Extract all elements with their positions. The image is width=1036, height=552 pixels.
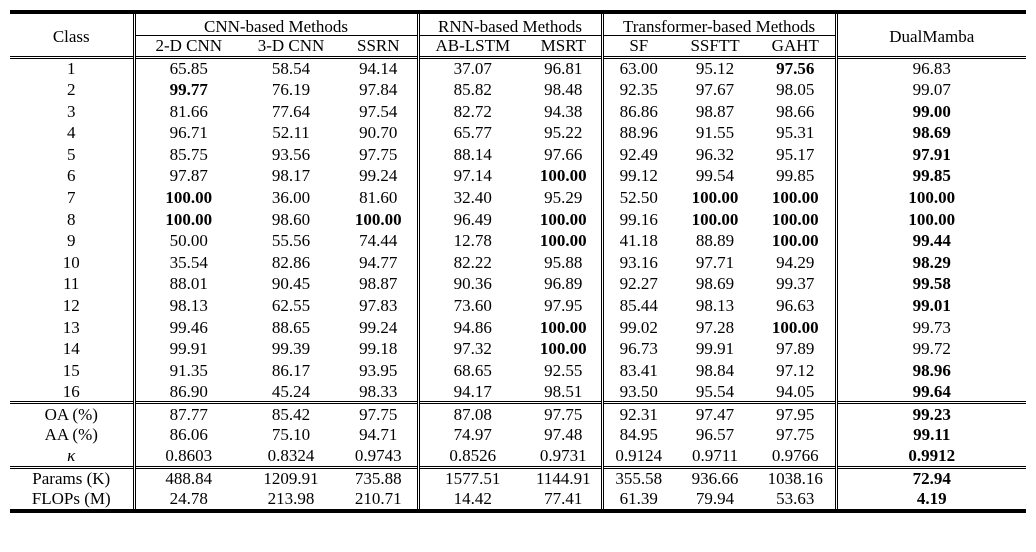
row-label: 12	[10, 295, 134, 317]
value-cell-ssftt: 97.71	[695, 252, 735, 272]
value-cell-ssftt: 96.57	[695, 425, 735, 445]
table-header	[10, 12, 1026, 57]
class-row	[10, 273, 1026, 295]
value-cell-ab-lstm: 14.42	[453, 489, 492, 509]
rnn-group-header: RNN-based Methods	[418, 12, 602, 36]
class-row	[10, 57, 1026, 79]
value-cell-gaht: 95.17	[756, 143, 836, 165]
value-cell-sf: 0.9124	[615, 446, 663, 466]
value-cell-msrt: 96.81	[526, 57, 602, 79]
class-row	[10, 295, 1026, 317]
value-cell-ab-lstm: 82.72	[453, 101, 492, 121]
value-cell-msrt: 95.88	[526, 251, 602, 273]
value-cell-msrt: 100.00	[526, 208, 602, 230]
value-cell-gaht: 0.9766	[756, 446, 836, 468]
value-cell-msrt: 94.38	[526, 100, 602, 122]
value-cell-ab-lstm: 37.07	[453, 59, 492, 79]
value-cell-ssrn: 81.60	[340, 187, 418, 209]
value-cell-ab-lstm: 73.60	[453, 295, 492, 315]
value-cell-3-d-cnn: 98.60	[271, 209, 311, 229]
value-cell-gaht: 100.00	[756, 316, 836, 338]
method-header-gaht: GAHT	[756, 36, 836, 58]
value-cell-ssftt: 88.89	[695, 231, 735, 251]
value-cell-ab-lstm: 68.65	[453, 360, 492, 380]
value-cell-ab-lstm: 97.14	[453, 166, 492, 186]
value-cell-3-d-cnn: 213.98	[267, 489, 315, 509]
value-cell-3-d-cnn: 86.17	[271, 360, 311, 380]
value-cell-dualmamba: 100.00	[908, 187, 956, 207]
value-cell-msrt: 0.9731	[526, 446, 602, 468]
value-cell-3-d-cnn: 93.56	[271, 144, 311, 164]
value-cell-gaht: 99.37	[756, 273, 836, 295]
value-cell-ssftt: 98.87	[695, 101, 735, 121]
value-cell-ssrn: 97.84	[340, 79, 418, 101]
value-cell-ssftt: 97.67	[695, 79, 735, 99]
value-cell-2-d-cnn: 100.00	[165, 187, 213, 207]
value-cell-sf: 92.35	[619, 79, 658, 99]
value-cell-msrt: 97.75	[526, 403, 602, 425]
value-cell-ssftt: 95.54	[695, 381, 735, 401]
value-cell-msrt: 92.55	[526, 359, 602, 381]
row-label: 9	[10, 230, 134, 252]
value-cell-sf: 92.49	[619, 144, 658, 164]
value-cell-2-d-cnn: 35.54	[169, 252, 208, 272]
value-cell-sf: 41.18	[619, 231, 658, 251]
row-label: κ	[10, 446, 134, 468]
value-cell-dualmamba: 99.00	[912, 101, 951, 121]
value-cell-3-d-cnn: 0.8324	[267, 446, 315, 466]
value-cell-ab-lstm: 94.86	[453, 317, 492, 337]
value-cell-2-d-cnn: 98.13	[169, 295, 208, 315]
method-header-ab-lstm: AB-LSTM	[435, 36, 511, 56]
class-row	[10, 79, 1026, 101]
row-label: Params (K)	[10, 467, 134, 489]
value-cell-dualmamba: 99.44	[912, 231, 951, 251]
value-cell-3-d-cnn: 77.64	[271, 101, 311, 121]
value-cell-ssftt: 91.55	[695, 123, 735, 143]
value-cell-sf: 84.95	[619, 425, 658, 445]
value-cell-3-d-cnn: 76.19	[271, 79, 311, 99]
value-cell-dualmamba: 99.11	[913, 425, 951, 445]
value-cell-2-d-cnn: 88.01	[169, 274, 208, 294]
method-header-ssrn: SSRN	[340, 36, 418, 58]
value-cell-gaht: 97.12	[756, 359, 836, 381]
row-label: OA (%)	[10, 403, 134, 425]
value-cell-ssftt: 97.47	[695, 404, 735, 424]
value-cell-ssrn: 94.14	[340, 57, 418, 79]
row-label: 3	[10, 100, 134, 122]
value-cell-ab-lstm: 87.08	[453, 404, 492, 424]
row-label: 13	[10, 316, 134, 338]
value-cell-msrt: 100.00	[526, 165, 602, 187]
value-cell-ab-lstm: 12.78	[453, 231, 492, 251]
class-row	[10, 187, 1026, 209]
value-cell-sf: 86.86	[619, 101, 658, 121]
value-cell-msrt: 98.51	[526, 381, 602, 403]
value-cell-2-d-cnn: 97.87	[169, 166, 208, 186]
row-label: FLOPs (M)	[10, 489, 134, 511]
value-cell-sf: 355.58	[615, 469, 663, 489]
value-cell-msrt: 97.66	[526, 143, 602, 165]
value-cell-2-d-cnn: 85.75	[169, 144, 208, 164]
value-cell-ssftt: 95.12	[695, 59, 735, 79]
value-cell-ab-lstm: 82.22	[453, 252, 492, 272]
value-cell-msrt: 100.00	[526, 338, 602, 360]
value-cell-dualmamba: 99.58	[912, 274, 951, 294]
class-row	[10, 143, 1026, 165]
value-cell-3-d-cnn: 58.54	[271, 59, 311, 79]
row-label: 4	[10, 122, 134, 144]
value-cell-ssrn: 94.71	[340, 424, 418, 446]
value-cell-ssrn: 0.9743	[340, 446, 418, 468]
class-row	[10, 251, 1026, 273]
value-cell-gaht: 98.66	[756, 100, 836, 122]
method-header-ssftt: SSFTT	[690, 36, 740, 56]
row-label: 5	[10, 143, 134, 165]
value-cell-ab-lstm: 88.14	[453, 144, 492, 164]
value-cell-sf: 96.73	[619, 339, 658, 359]
value-cell-msrt: 100.00	[526, 230, 602, 252]
dualmamba-column-header: DualMamba	[836, 12, 1026, 57]
value-cell-2-d-cnn: 65.85	[169, 59, 208, 79]
value-cell-ssrn: 74.44	[340, 230, 418, 252]
value-cell-ab-lstm: 94.17	[453, 381, 492, 401]
value-cell-msrt: 96.89	[526, 273, 602, 295]
value-cell-gaht: 98.05	[756, 79, 836, 101]
value-cell-ab-lstm: 97.32	[453, 339, 492, 359]
value-cell-ab-lstm: 0.8526	[449, 446, 497, 466]
value-cell-sf: 83.41	[619, 360, 658, 380]
value-cell-2-d-cnn: 91.35	[169, 360, 208, 380]
value-cell-ab-lstm: 32.40	[453, 187, 492, 207]
value-cell-2-d-cnn: 0.8603	[165, 446, 213, 466]
value-cell-dualmamba: 99.23	[912, 404, 951, 424]
value-cell-2-d-cnn: 488.84	[165, 469, 213, 489]
complexity-section	[10, 467, 1026, 510]
class-row	[10, 316, 1026, 338]
value-cell-3-d-cnn: 85.42	[271, 404, 311, 424]
results-table	[10, 10, 1026, 513]
cnn-group-header: CNN-based Methods	[134, 12, 418, 36]
value-cell-dualmamba: 98.69	[912, 123, 951, 143]
value-cell-ssrn: 97.54	[340, 100, 418, 122]
value-cell-3-d-cnn: 82.86	[271, 252, 311, 272]
value-cell-ab-lstm: 65.77	[453, 123, 492, 143]
value-cell-3-d-cnn: 62.55	[271, 295, 311, 315]
value-cell-3-d-cnn: 98.17	[271, 166, 311, 186]
row-label: 8	[10, 208, 134, 230]
value-cell-gaht: 97.56	[756, 57, 836, 79]
value-cell-ab-lstm: 1577.51	[445, 469, 501, 489]
value-cell-ssftt: 98.69	[695, 274, 735, 294]
value-cell-msrt: 97.48	[526, 424, 602, 446]
value-cell-gaht: 53.63	[756, 489, 836, 511]
value-cell-2-d-cnn: 50.00	[169, 231, 208, 251]
value-cell-3-d-cnn: 36.00	[271, 187, 311, 207]
method-header-2d-cnn: 2-D CNN	[155, 36, 223, 56]
class-row	[10, 338, 1026, 360]
value-cell-ssftt: 79.94	[695, 489, 735, 509]
value-cell-sf: 99.12	[619, 166, 658, 186]
method-header-msrt: MSRT	[526, 36, 602, 58]
transformer-group-header: Transformer-based Methods	[602, 12, 836, 36]
value-cell-ab-lstm: 90.36	[453, 274, 492, 294]
value-cell-2-d-cnn: 24.78	[169, 489, 208, 509]
value-cell-gaht: 100.00	[756, 230, 836, 252]
value-cell-2-d-cnn: 86.90	[169, 381, 208, 401]
value-cell-dualmamba: 97.91	[912, 144, 951, 164]
value-cell-3-d-cnn: 75.10	[271, 425, 311, 445]
value-cell-sf: 92.31	[619, 404, 658, 424]
value-cell-dualmamba: 72.94	[912, 469, 951, 489]
value-cell-sf: 93.16	[619, 252, 658, 272]
value-cell-ab-lstm: 74.97	[453, 425, 492, 445]
value-cell-ssrn: 97.83	[340, 295, 418, 317]
class-row	[10, 381, 1026, 403]
row-label: 2	[10, 79, 134, 101]
metric-row	[10, 424, 1026, 446]
value-cell-ssrn: 99.24	[340, 165, 418, 187]
value-cell-sf: 99.02	[619, 317, 658, 337]
value-cell-dualmamba: 99.64	[912, 381, 951, 401]
value-cell-ssrn: 98.33	[340, 381, 418, 403]
value-cell-ssrn: 98.87	[340, 273, 418, 295]
row-label: 6	[10, 165, 134, 187]
value-cell-dualmamba: 99.73	[912, 317, 951, 337]
class-row	[10, 208, 1026, 230]
value-cell-dualmamba: 99.85	[912, 166, 951, 186]
value-cell-dualmamba: 100.00	[908, 209, 956, 229]
value-cell-ssrn: 94.77	[340, 251, 418, 273]
value-cell-dualmamba: 98.29	[912, 252, 951, 272]
value-cell-ssrn: 100.00	[340, 208, 418, 230]
value-cell-ssftt: 936.66	[691, 469, 739, 489]
value-cell-gaht: 97.89	[756, 338, 836, 360]
value-cell-sf: 92.27	[619, 274, 658, 294]
value-cell-sf: 99.16	[619, 209, 658, 229]
complexity-row	[10, 489, 1026, 511]
value-cell-ab-lstm: 96.49	[453, 209, 492, 229]
value-cell-ssftt: 100.00	[691, 209, 739, 229]
value-cell-ssftt: 96.32	[695, 144, 735, 164]
class-row	[10, 359, 1026, 381]
value-cell-ssrn: 735.88	[340, 467, 418, 489]
metric-row	[10, 403, 1026, 425]
value-cell-dualmamba: 96.83	[912, 59, 951, 79]
value-cell-gaht: 97.95	[756, 403, 836, 425]
value-cell-gaht: 94.05	[756, 381, 836, 403]
value-cell-2-d-cnn: 99.46	[169, 317, 208, 337]
overall-metrics-section	[10, 403, 1026, 468]
value-cell-ssrn: 210.71	[340, 489, 418, 511]
value-cell-gaht: 97.75	[756, 424, 836, 446]
class-accuracy-section	[10, 57, 1026, 403]
value-cell-2-d-cnn: 99.77	[169, 79, 208, 99]
value-cell-sf: 88.96	[619, 123, 658, 143]
value-cell-2-d-cnn: 86.06	[169, 425, 208, 445]
class-row	[10, 230, 1026, 252]
value-cell-2-d-cnn: 96.71	[169, 123, 208, 143]
value-cell-gaht: 99.85	[756, 165, 836, 187]
value-cell-msrt: 97.95	[526, 295, 602, 317]
class-row	[10, 122, 1026, 144]
complexity-row	[10, 467, 1026, 489]
value-cell-gaht: 94.29	[756, 251, 836, 273]
value-cell-ssrn: 99.24	[340, 316, 418, 338]
value-cell-gaht: 100.00	[756, 187, 836, 209]
value-cell-3-d-cnn: 1209.91	[263, 469, 319, 489]
value-cell-ssrn: 97.75	[340, 143, 418, 165]
row-label: 7	[10, 187, 134, 209]
value-cell-ssrn: 99.18	[340, 338, 418, 360]
value-cell-gaht: 96.63	[756, 295, 836, 317]
value-cell-ssftt: 99.54	[695, 166, 735, 186]
row-label: 15	[10, 359, 134, 381]
value-cell-sf: 93.50	[619, 381, 658, 401]
value-cell-dualmamba: 98.96	[912, 360, 951, 380]
value-cell-dualmamba: 4.19	[916, 489, 947, 509]
value-cell-ssrn: 97.75	[340, 403, 418, 425]
class-column-header: Class	[10, 12, 134, 57]
value-cell-3-d-cnn: 99.39	[271, 339, 311, 359]
value-cell-msrt: 95.22	[526, 122, 602, 144]
value-cell-msrt: 95.29	[526, 187, 602, 209]
value-cell-dualmamba: 0.9912	[908, 446, 956, 466]
class-row	[10, 165, 1026, 187]
method-header-sf: SF	[629, 36, 649, 56]
value-cell-dualmamba: 99.07	[912, 79, 951, 99]
value-cell-msrt: 98.48	[526, 79, 602, 101]
value-cell-gaht: 1038.16	[756, 467, 836, 489]
value-cell-msrt: 1144.91	[526, 467, 602, 489]
metric-row	[10, 446, 1026, 468]
row-label: 10	[10, 251, 134, 273]
value-cell-3-d-cnn: 88.65	[271, 317, 311, 337]
value-cell-msrt: 77.41	[526, 489, 602, 511]
value-cell-dualmamba: 99.01	[912, 295, 951, 315]
value-cell-sf: 52.50	[619, 187, 658, 207]
value-cell-gaht: 100.00	[756, 208, 836, 230]
value-cell-ssftt: 99.91	[695, 339, 735, 359]
value-cell-ssrn: 93.95	[340, 359, 418, 381]
results-table-container	[10, 10, 1026, 513]
value-cell-2-d-cnn: 100.00	[165, 209, 213, 229]
value-cell-2-d-cnn: 99.91	[169, 339, 208, 359]
value-cell-3-d-cnn: 55.56	[271, 231, 311, 251]
value-cell-sf: 61.39	[619, 489, 658, 509]
row-label: 1	[10, 57, 134, 79]
value-cell-gaht: 95.31	[756, 122, 836, 144]
value-cell-dualmamba: 99.72	[912, 339, 951, 359]
row-label: 16	[10, 381, 134, 403]
value-cell-sf: 85.44	[619, 295, 658, 315]
value-cell-ssftt: 98.84	[695, 360, 735, 380]
value-cell-ssrn: 90.70	[340, 122, 418, 144]
value-cell-2-d-cnn: 87.77	[169, 404, 208, 424]
row-label: 11	[10, 273, 134, 295]
value-cell-ssftt: 97.28	[695, 317, 735, 337]
value-cell-3-d-cnn: 52.11	[272, 123, 310, 143]
row-label: AA (%)	[10, 424, 134, 446]
method-header-3d-cnn: 3-D CNN	[257, 36, 325, 56]
value-cell-ssftt: 98.13	[695, 295, 735, 315]
value-cell-3-d-cnn: 45.24	[271, 381, 311, 401]
value-cell-ab-lstm: 85.82	[453, 79, 492, 99]
value-cell-2-d-cnn: 81.66	[169, 101, 208, 121]
value-cell-ssftt: 100.00	[691, 187, 739, 207]
row-label: 14	[10, 338, 134, 360]
value-cell-sf: 63.00	[619, 59, 658, 79]
value-cell-3-d-cnn: 90.45	[271, 274, 311, 294]
class-row	[10, 100, 1026, 122]
value-cell-ssftt: 0.9711	[691, 446, 739, 466]
value-cell-msrt: 100.00	[526, 316, 602, 338]
